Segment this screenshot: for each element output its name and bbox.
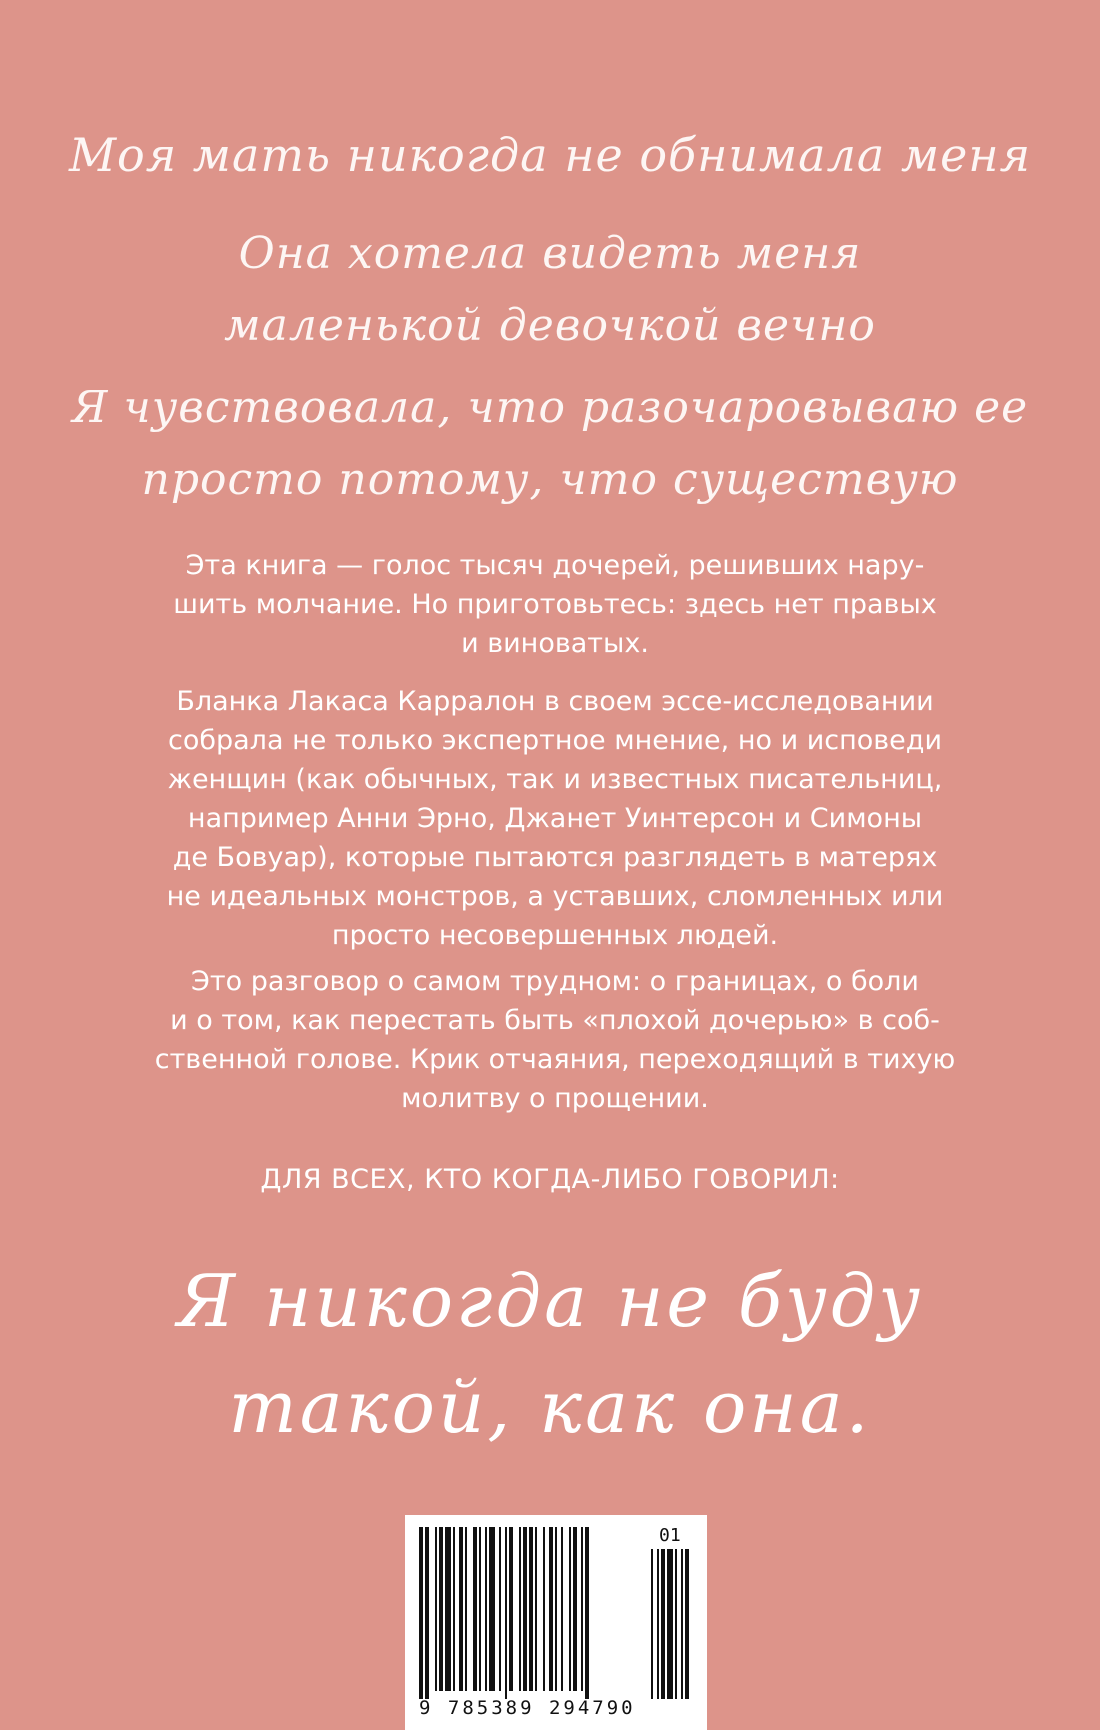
barcode-bar	[485, 1527, 487, 1691]
blurb-line: женщин (как обычных, так и известных писательниц,	[167, 764, 943, 795]
barcode-bar	[479, 1527, 481, 1691]
blurb-line: просто несовершенных людей.	[331, 920, 779, 951]
barcode-bar	[505, 1527, 507, 1699]
blurb-paragraph-3	[140, 962, 970, 1118]
isbn-barcode	[405, 1515, 707, 1730]
barcode-bar	[453, 1527, 455, 1691]
barcode-addon-bar	[661, 1549, 665, 1699]
barcode-bar	[573, 1527, 577, 1691]
barcode-bar	[509, 1527, 513, 1691]
barcode-bar	[549, 1527, 553, 1691]
barcode-bar	[445, 1527, 451, 1691]
barcode-bar	[585, 1527, 589, 1699]
closing-quote-line-2: такой, как она.	[228, 1365, 872, 1449]
barcode-bar	[425, 1527, 429, 1699]
dedication-heading: ДЛЯ ВСЕХ, КТО КОГДА-ЛИБО ГОВОРИЛ:	[260, 1164, 840, 1195]
blurb-line: Бланка Лакаса Карралон в своем эссе-исследовании	[176, 686, 934, 717]
blurb-line: и о том, как перестать быть «плохой дочерью» в соб-	[170, 1005, 940, 1036]
barcode-bar	[581, 1527, 583, 1691]
barcode-addon-bar	[681, 1549, 683, 1699]
barcode-bar	[523, 1527, 527, 1691]
barcode-bar	[555, 1527, 557, 1691]
blurb-line: и виноватых.	[461, 628, 649, 659]
quote-3-line-1: Я чувствовала, что разочаровываю ее	[71, 382, 1029, 433]
quote-1: Моя мать никогда не обнимала меня	[68, 128, 1032, 182]
blurb-line: молитву о прощении.	[401, 1083, 709, 1114]
barcode-bar	[529, 1527, 533, 1691]
barcode-bar	[435, 1527, 437, 1691]
barcode-bar	[439, 1527, 443, 1691]
blurb-line: Эта книга — голос тысяч дочерей, решивших нару-	[185, 550, 925, 581]
blurb-line: де Бовуар), которые пытаются разглядеть в матерях	[172, 842, 938, 873]
blurb-line: шить молчание. Но приготовьтесь: здесь нет правых	[173, 589, 937, 620]
barcode-bar	[489, 1527, 495, 1691]
barcode-bar	[499, 1527, 501, 1691]
barcode-bar	[519, 1527, 521, 1691]
barcode-addon-bar	[667, 1549, 673, 1699]
closing-quote	[0, 1248, 1100, 1460]
barcode-digits: 9 785389 294790	[419, 1697, 636, 1719]
barcode-bar	[535, 1527, 537, 1691]
barcode-bar	[569, 1527, 571, 1691]
blurb-line: ственной голове. Крик отчаяния, переходящий в тихую	[154, 1044, 956, 1075]
barcode-bar	[561, 1527, 563, 1691]
quote-2	[0, 218, 1100, 362]
barcode-bar	[419, 1527, 423, 1699]
barcode-addon-bar	[675, 1549, 677, 1699]
blurb-paragraph-2	[140, 682, 970, 955]
blurb-paragraph-1	[140, 546, 970, 663]
barcode-bar	[465, 1527, 467, 1691]
barcode-bar	[473, 1527, 477, 1691]
blurb-line: не идеальных монстров, а уставших, сломленных или	[166, 881, 944, 912]
quote-2-line-2: маленькой девочкой вечно	[224, 300, 876, 351]
blurb-line: Это разговор о самом трудном: о границах, о боли	[191, 966, 919, 997]
blurb-line: например Анни Эрно, Джанет Уинтерсон и Симоны	[187, 803, 923, 834]
blurb-line: собрала не только экспертное мнение, но и исповеди	[167, 725, 943, 756]
quote-2-line-1: Она хотела видеть меня	[238, 228, 862, 279]
quote-3	[0, 372, 1100, 516]
barcode-addon-bar	[651, 1549, 653, 1699]
barcode-bar	[543, 1527, 545, 1691]
barcode-addon-digits: 01	[659, 1525, 681, 1546]
barcode-addon-bar	[657, 1549, 659, 1699]
barcode-addon-bar	[685, 1549, 689, 1699]
closing-quote-line-1: Я никогда не буду	[176, 1259, 924, 1343]
barcode-bar	[459, 1527, 463, 1691]
quote-3-line-2: просто потому, что существую	[141, 454, 959, 505]
